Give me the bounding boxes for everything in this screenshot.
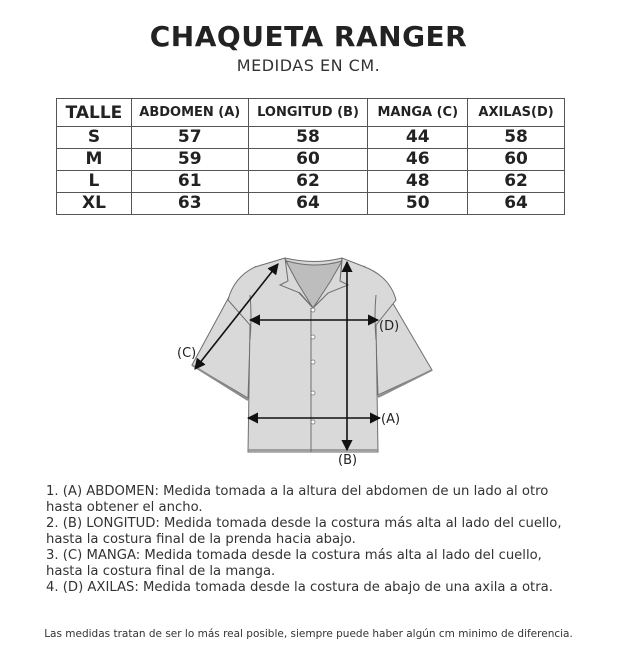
note-line: 4. (D) AXILAS: Medida tomada desde la costura de abajo de una axila a otra.	[46, 580, 553, 595]
longitud-cell: 60	[248, 149, 368, 171]
size-cell: XL	[57, 193, 132, 215]
note-line: hasta la costura final de la prenda hacia abajo.	[46, 532, 356, 547]
manga-cell: 48	[368, 171, 468, 193]
column-header-manga: MANGA (C)	[368, 99, 468, 127]
measurement-notes	[46, 484, 562, 596]
abdomen-cell: 61	[131, 171, 248, 193]
table-row	[57, 127, 565, 149]
longitud-cell: 62	[248, 171, 368, 193]
axilas-cell: 58	[468, 127, 565, 149]
abdomen-cell: 63	[131, 193, 248, 215]
longitud-cell: 64	[248, 193, 368, 215]
note-line: 3. (C) MANGA: Medida tomada desde la costura más alta al lado del cuello,	[46, 548, 542, 563]
label-b: (B)	[338, 453, 358, 468]
note-line: hasta obtener el ancho.	[46, 500, 203, 515]
table-row	[57, 171, 565, 193]
size-cell: S	[57, 127, 132, 149]
table-row	[57, 193, 565, 215]
column-header-talle: TALLE	[57, 99, 132, 127]
size-table	[56, 98, 565, 215]
manga-cell: 44	[368, 127, 468, 149]
label-d: (D)	[379, 319, 400, 334]
column-header-longitud: LONGITUD (B)	[248, 99, 368, 127]
size-cell: L	[57, 171, 132, 193]
shirt-measurement-diagram	[170, 245, 450, 475]
note-line: 2. (B) LONGITUD: Medida tomada desde la costura más alta al lado del cuello,	[46, 516, 562, 531]
disclaimer-footer: Las medidas tratan de ser lo más real posible, siempre puede haber algún cm minimo de diferencia.	[44, 628, 573, 640]
label-a: (A)	[381, 412, 401, 427]
table-row	[57, 149, 565, 171]
size-cell: M	[57, 149, 132, 171]
longitud-cell: 58	[248, 127, 368, 149]
note-line: 1. (A) ABDOMEN: Medida tomada a la altura del abdomen de un lado al otro	[46, 484, 549, 499]
axilas-cell: 60	[468, 149, 565, 171]
abdomen-cell: 59	[131, 149, 248, 171]
axilas-cell: 64	[468, 193, 565, 215]
label-c: (C)	[177, 346, 197, 361]
manga-cell: 50	[368, 193, 468, 215]
manga-cell: 46	[368, 149, 468, 171]
axilas-cell: 62	[468, 171, 565, 193]
page-title: CHAQUETA RANGER	[149, 20, 468, 53]
column-header-axilas: AXILAS(D)	[468, 99, 565, 127]
page-subtitle: MEDIDAS EN CM.	[236, 56, 381, 75]
note-line: hasta la costura final de la manga.	[46, 564, 276, 579]
table-header-row	[57, 99, 565, 127]
abdomen-cell: 57	[131, 127, 248, 149]
column-header-abdomen: ABDOMEN (A)	[131, 99, 248, 127]
